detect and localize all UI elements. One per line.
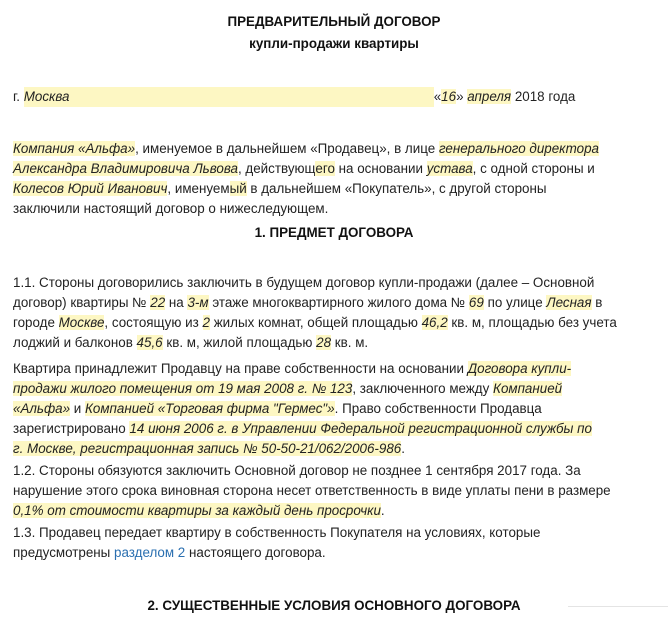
document-subtitle: купли-продажи квартиры [249, 36, 419, 51]
ownership-paragraph: Квартира принадлежит Продавцу на праве собственности на основании Договора купли- продажи жилого помещения от 19 мая 2008 г. № 123, заключенного между Компанией «Альфа» и Компанией «Торговая фирма "Гермес"». Право собственности Продавца зарегистрировано 14 июня 2006 г. в Управлении Федеральной регистрационной службы по г. Москве, регистрационная запись № 50-50-21/062/2006-986. [13, 361, 592, 456]
section-1-title: 1. ПРЕДМЕТ ДОГОВОРА [254, 225, 414, 240]
contract-party-1b[interactable]: «Альфа» [13, 401, 71, 416]
penalty-field[interactable]: 0,1% от стоимости квартиры за каждый день просрочки [13, 503, 381, 518]
director-position[interactable]: генерального директора [438, 141, 599, 156]
rooms-count[interactable]: 2 [202, 315, 210, 330]
clause-1-3: 1.3. Продавец передает квартиру в собственность Покупателя на условиях, которые предусмотрены разделом 2 настоящего договора. [13, 525, 541, 560]
title-document-1[interactable]: Договора купли- [467, 361, 572, 376]
contract-party-2[interactable]: Компанией «Торговая фирма "Гермес"» [85, 401, 335, 416]
registration-info-1[interactable]: 14 июня 2006 г. в Управлении Федеральной регистрационной службы по [129, 421, 592, 436]
house-number[interactable]: 69 [468, 295, 484, 310]
registration-info-2[interactable]: г. Москве, регистрационная запись № 50-50-21/062/2006-986 [13, 441, 402, 456]
floor-field[interactable]: 3-м [187, 295, 209, 310]
living-area[interactable]: 28 [316, 335, 332, 350]
clause-1-1: 1.1. Стороны договорились заключить в будущем договор купли-продажи (далее – Основной договор) квартиры № 22 на 3-м этаже многоквартирного жилого дома № 69 по улице Лесная в городе Москве, состоящую из 2 жилых комнат, общей площадью 46,2 кв. м, площадью без учета лоджий и балконов 45,6 кв. м, жилой площадью 28 кв. м. [13, 275, 617, 350]
seller-name[interactable]: Компания «Альфа» [13, 141, 136, 156]
day-field[interactable]: 16 [441, 89, 457, 104]
city-field[interactable]: Москва [24, 87, 434, 107]
basis-document[interactable]: устава [426, 161, 473, 176]
clause-1-2: 1.2. Стороны обязуются заключить Основной договор не позднее 1 сентября 2017 года. За нарушение этого срока виновная сторона несет ответственность в виде уплаты пени в размере 0,1% от стоимости квартиры за каждый день просрочки. [13, 463, 611, 518]
contract-party-1a[interactable]: Компанией [493, 381, 563, 396]
place-date-line: г. Москва «16» апреля 2018 года [13, 87, 643, 107]
parties-paragraph: Компания «Альфа», именуемое в дальнейшем «Продавец», в лице генерального директора Александра Владимировича Львова, действующего на основании устава, с одной стороны и Колесов Юрий Иванович, именуемый в дальнейшем «Покупатель», с другой стороны заключили настоящий договор о нижеследующем. [13, 141, 599, 216]
buyer-name[interactable]: Колесов Юрий Иванович [13, 181, 168, 196]
city-in-clause[interactable]: Москве [58, 315, 105, 330]
street-field[interactable]: Лесная [546, 295, 592, 310]
title-document-2[interactable]: продажи жилого помещения от 19 мая 2008 г. № 123 [13, 381, 353, 396]
director-name[interactable]: Александра Владимировича Львова [13, 161, 238, 176]
total-area[interactable]: 46,2 [421, 315, 448, 330]
apartment-number[interactable]: 22 [150, 295, 166, 310]
section-2-title: 2. СУЩЕСТВЕННЫЕ УСЛОВИЯ ОСНОВНОГО ДОГОВОРА [147, 598, 521, 613]
area-without-balconies[interactable]: 45,6 [136, 335, 163, 350]
section-2-link[interactable]: разделом 2 [114, 545, 186, 560]
month-field[interactable]: апреля [467, 89, 512, 104]
document-title: ПРЕДВАРИТЕЛЬНЫЙ ДОГОВОР [227, 14, 441, 29]
